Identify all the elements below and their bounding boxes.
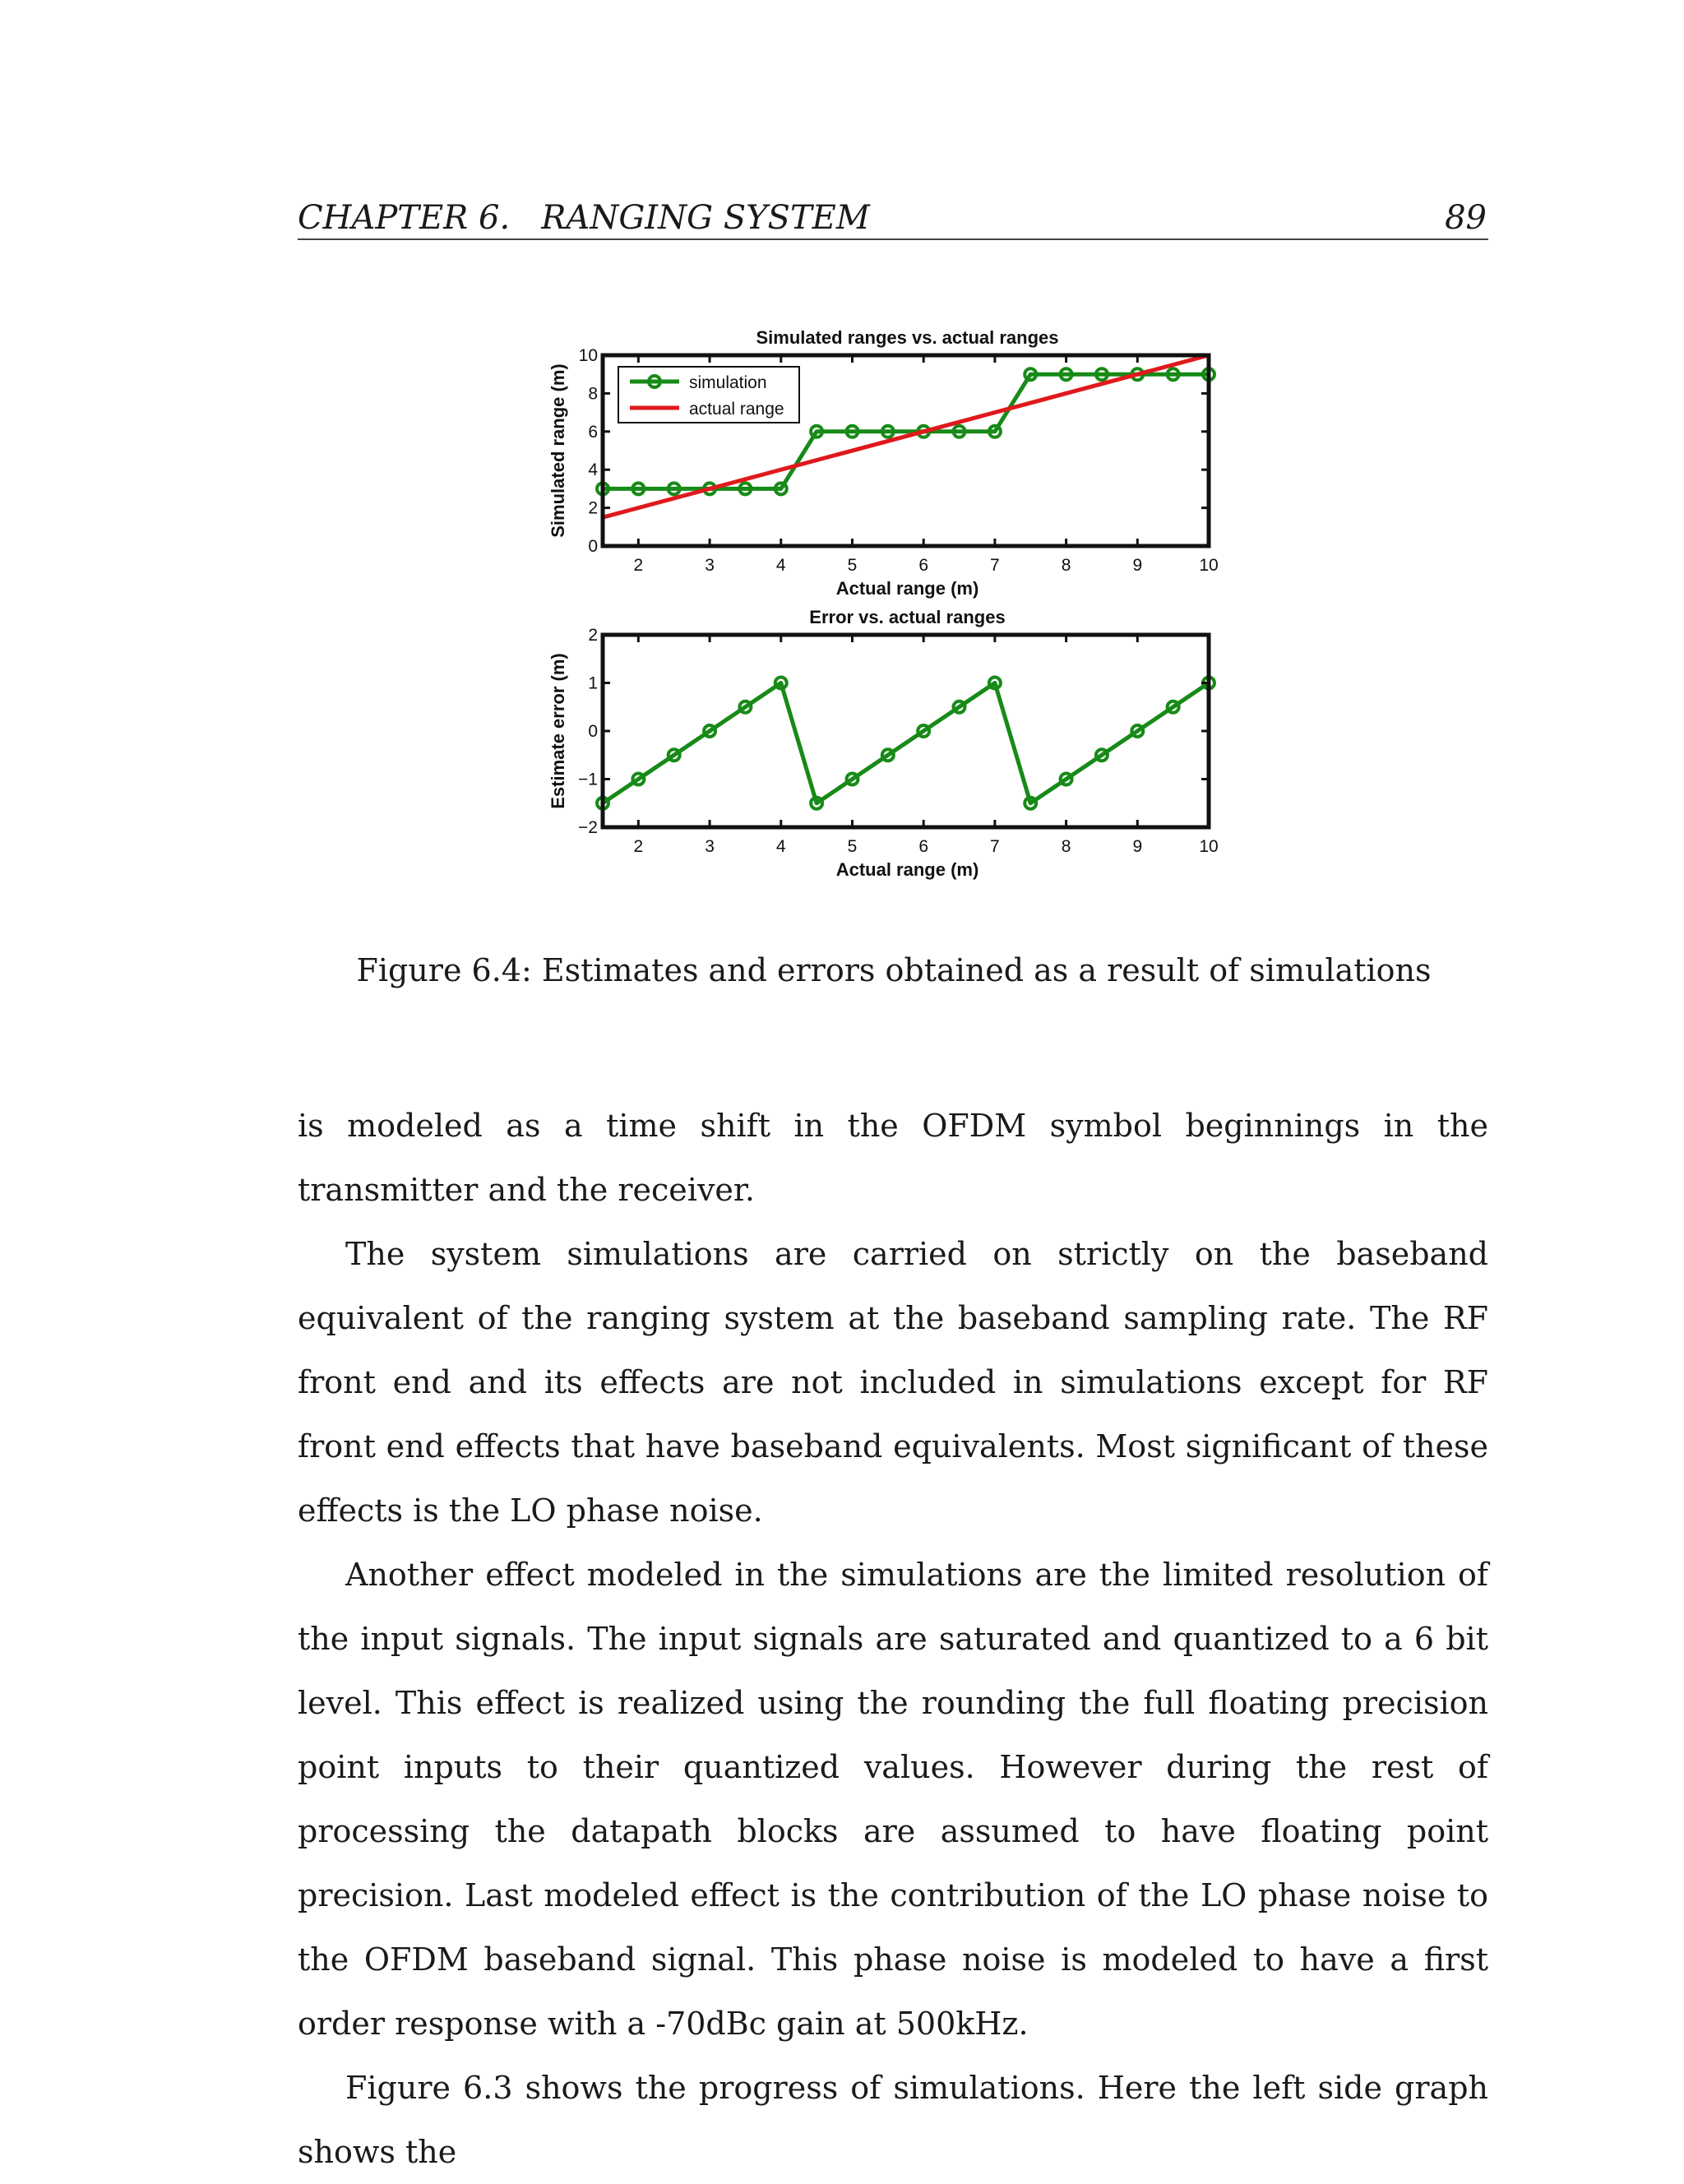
chart2-y-axis-label: Estimate error (m) [548,653,568,809]
chapter-title: CHAPTER 6. RANGING SYSTEM [298,199,870,237]
paragraph-1: is modeled as a time shift in the OFDM symbol beginnings in the transmitter and the receiver. [298,1108,1488,1208]
chart1-y-tick-label: 10 [578,346,598,365]
body-text [298,1094,1488,2184]
chart2-title: Error vs. actual ranges [809,607,1006,627]
chart1-x-tick-label: 6 [918,556,929,575]
chart2-x-tick-label: 4 [775,837,786,856]
chart2-y-tick-label: 0 [588,722,598,741]
chart1-y-axis-label: Simulated range (m) [548,363,568,538]
chart2-x-tick-label: 8 [1061,837,1071,856]
legend-label-1: simulation [689,373,767,392]
chart1-y-tick-label: 2 [588,498,598,518]
chart2-x-tick-label: 7 [990,837,1000,856]
paragraph-2: The system simulations are carried on strictly on the baseband equivalent of the ranging system at the baseband sampling rate. The RF front end and its effects are not included in simulations except for RF front end effects that have baseband equivalents. Most significant of these effects is the LO phase noise. [298,1236,1488,1529]
chart2-y-tick-label: −2 [578,818,598,837]
chart1-x-tick-label: 4 [775,556,786,575]
chart2-x-tick-label: 10 [1199,837,1219,856]
chart2-x-tick-label: 5 [847,837,858,856]
chart2-y-tick-label: 1 [588,673,598,693]
chart1-y-tick-label: 6 [588,422,598,442]
chart1-x-tick-label: 5 [847,556,858,575]
chart2-x-tick-label: 2 [633,837,644,856]
page-number: 89 [1445,199,1487,237]
chart2-x-tick-label: 6 [918,837,929,856]
chart1-y-tick-label: 0 [588,537,598,556]
chart2-x-tick-label: 9 [1132,837,1143,856]
chart2-x-axis-label: Actual range (m) [835,859,979,880]
chart2-x-tick-label: 3 [705,837,715,856]
chart2-plot-area [603,635,1209,827]
chart2-y-tick-label: 2 [588,626,598,645]
figure-6-4 [0,0,1684,921]
chart1-title: Simulated ranges vs. actual ranges [756,327,1059,348]
chart1-x-axis-label: Actual range (m) [835,578,979,599]
legend-label-2: actual range [689,400,784,419]
chart1-y-tick-label: 8 [588,384,598,404]
paragraph-4: Figure 6.3 shows the progress of simulations. Here the left side graph shows the [298,2070,1488,2170]
chart1-x-tick-label: 3 [705,556,715,575]
paragraph-3: Another effect modeled in the simulations are the limited resolution of the input signals. The input signals are saturated and quantized to a 6 bit level. This effect is realized using the rounding the full floating precision point inputs to their quantized values. However during the rest of processing the datapath blocks are assumed to have floating point precision. Last modeled effect is the contribution of the LO phase noise to the OFDM baseband signal. This phase noise is modeled to have a first order response with a -70dBc gain at 500kHz. [298,1557,1488,2042]
chart2-y-tick-label: −1 [578,770,598,789]
chart1-x-tick-label: 7 [990,556,1000,575]
figure-caption: Figure 6.4: Estimates and errors obtained as a result of simulations [356,952,1432,988]
chart1-x-tick-label: 10 [1199,556,1219,575]
chart1-y-tick-label: 4 [588,460,598,480]
chart1-x-tick-label: 9 [1132,556,1143,575]
chart1-x-tick-label: 2 [633,556,644,575]
chart1-x-tick-label: 8 [1061,556,1071,575]
